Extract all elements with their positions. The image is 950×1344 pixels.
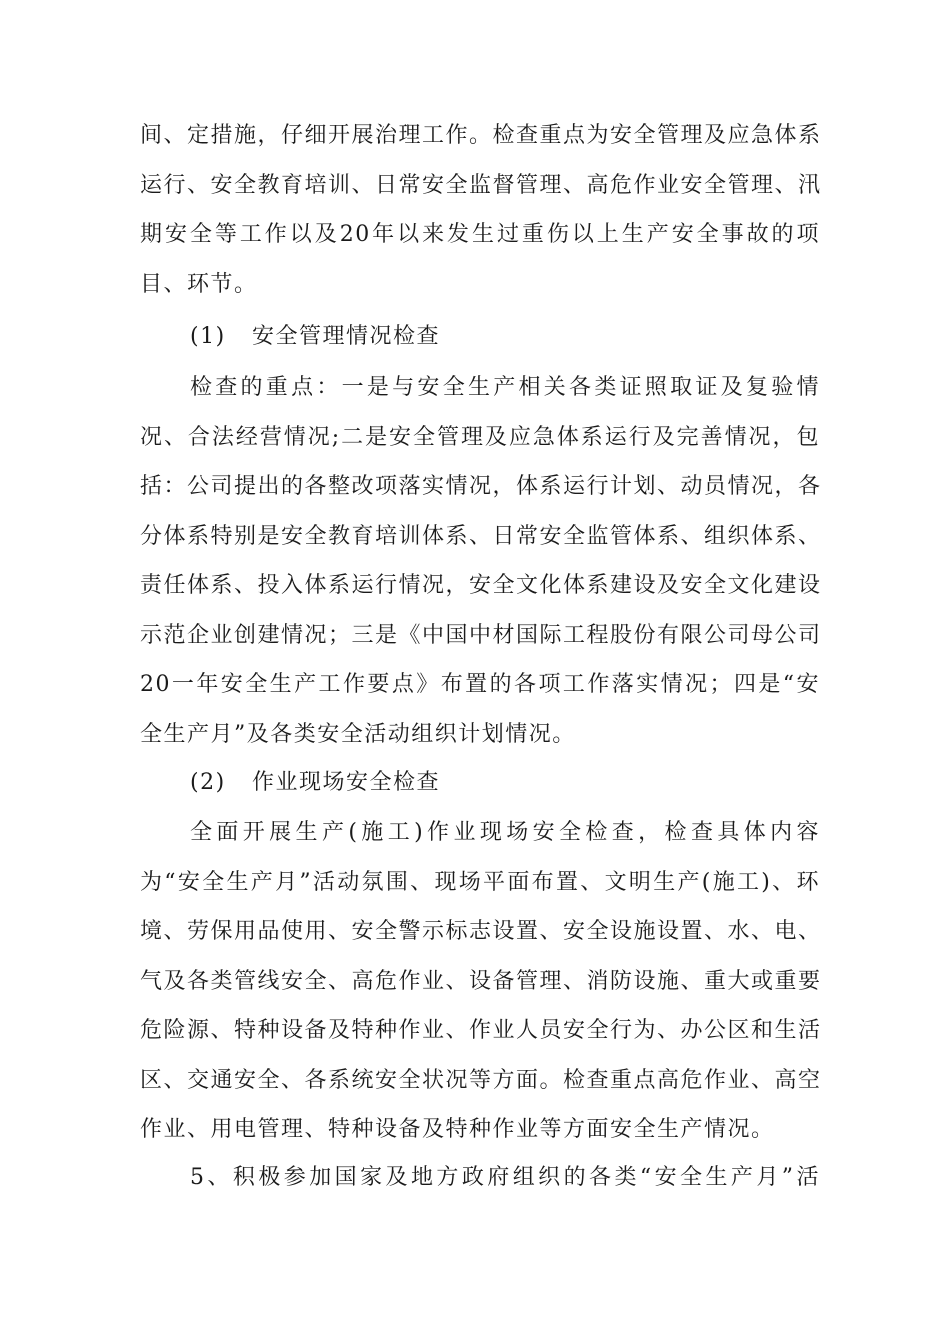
text-line: 20一年安全生产工作要点》布置的各项工作落实情况；四是“安 <box>140 672 820 697</box>
text-line: 运行、安全教育培训、日常安全监督管理、高危作业安全管理、汛 <box>140 172 822 198</box>
heading-title: 作业现场安全检查 <box>252 770 441 795</box>
text-line: 境、劳保用品使用、安全警示标志设置、安全设施设置、水、电、 <box>140 919 822 944</box>
text-line: 区、交通安全、各系统安全状况等方面。检查重点高危作业、高空 <box>140 1067 822 1093</box>
text-line: 分体系特别是安全教育培训体系、日常安全监管体系、组织体系、 <box>140 523 822 549</box>
heading-title: 安全管理情况检查 <box>252 324 441 349</box>
text-line: 为“安全生产月”活动氛围、现场平面布置、文明生产(施工)、环 <box>140 869 820 895</box>
heading-number: (1) <box>190 324 226 349</box>
text-line: 检查的重点：一是与安全生产相关各类证照取证及复验情 <box>190 375 820 400</box>
text-line: 期安全等工作以及20年以来发生过重伤以上生产安全事故的项 <box>140 222 820 247</box>
text-line: 示范企业创建情况；三是《中国中材国际工程股份有限公司母公司 <box>140 622 822 648</box>
paragraph-hazard-rectification <box>140 111 820 309</box>
section-heading-1 <box>140 312 820 362</box>
paragraph-activities <box>140 1153 820 1203</box>
text-line: 危险源、特种设备及特种作业、作业人员安全行为、办公区和生活 <box>140 1018 822 1043</box>
text-line: 气及各类管线安全、高危作业、设备管理、消防设施、重大或重要 <box>140 968 822 994</box>
heading-line <box>140 758 820 808</box>
text-line: 目、环节。 <box>140 271 258 297</box>
text-line: 作业、用电管理、特种设备及特种作业等方面安全生产情况。 <box>140 1117 775 1142</box>
text-line: 全面开展生产(施工)作业现场安全检查，检查具体内容 <box>190 820 820 845</box>
text-line: 括：公司提出的各整改项落实情况，体系运行计划、动员情况，各 <box>140 474 822 499</box>
text-line: 5、积极参加国家及地方政府组织的各类“安全生产月”活 <box>190 1165 820 1190</box>
paragraph-site-check <box>140 808 820 1155</box>
text-line: 全生产月”及各类安全活动组织计划情况。 <box>140 721 576 747</box>
text-line: 间、定措施，仔细开展治理工作。检查重点为安全管理及应急体系 <box>140 123 822 148</box>
text-line: 责任体系、投入体系运行情况，安全文化体系建设及安全文化建设 <box>140 573 822 598</box>
heading-line <box>140 312 820 362</box>
paragraph-management-check <box>140 363 820 759</box>
heading-number: (2) <box>190 770 226 795</box>
text-line: 况、合法经营情况;二是安全管理及应急体系运行及完善情况，包 <box>140 424 820 450</box>
section-heading-2 <box>140 758 820 808</box>
